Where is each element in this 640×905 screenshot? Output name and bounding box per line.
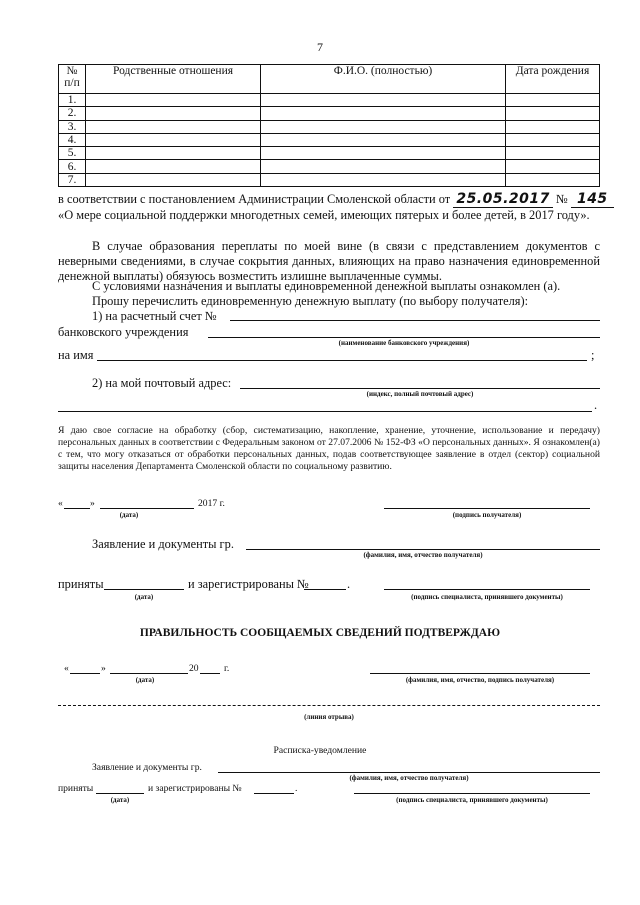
day-field[interactable] — [64, 508, 90, 509]
specialist-signature-field[interactable] — [384, 589, 590, 590]
registration-number-field[interactable] — [304, 589, 346, 590]
relation-cell[interactable] — [86, 133, 261, 146]
year2-prefix: 20 — [189, 663, 199, 674]
decree-number-handwritten: 145 — [571, 191, 614, 208]
birthdate-cell[interactable] — [506, 147, 600, 160]
birthdate-cell[interactable] — [506, 160, 600, 173]
date2-open-quote: « — [64, 663, 69, 674]
col-fio-header: Ф.И.О. (полностью) — [261, 65, 506, 94]
date2-close-quote: » — [101, 663, 106, 674]
year2-field[interactable] — [200, 673, 220, 674]
receipt-documents-label: Заявление и документы гр. — [92, 762, 202, 773]
recipient-signature-field[interactable] — [384, 508, 590, 509]
col-number-header: № п/п — [59, 65, 86, 94]
account-number-field[interactable] — [230, 320, 600, 321]
registered-dot: . — [347, 577, 351, 591]
documents-label: Заявление и документы гр. — [92, 537, 234, 551]
receipt-fio-field[interactable] — [218, 772, 600, 773]
receipt-dot: . — [295, 783, 298, 794]
date2-caption: (дата) — [135, 676, 155, 684]
row-number: 7. — [59, 173, 86, 186]
option1-label: 1) на расчетный счет № — [92, 309, 217, 323]
receipt-specialist-caption: (подпись специалиста, принявшего документы) — [396, 796, 548, 804]
bank-name-field[interactable] — [208, 337, 600, 338]
date-open-quote: « — [58, 498, 63, 509]
table-row — [59, 160, 600, 173]
decree-number-label: № — [556, 192, 568, 206]
table-header-row — [59, 65, 600, 94]
receipt-title: Расписка-уведомление — [273, 745, 367, 756]
decree-text: в соответствии с постановлением Администрации Смоленской области от — [58, 192, 451, 206]
fio-cell[interactable] — [261, 173, 506, 186]
receipt-fio-caption: (фамилия, имя, отчество получателя) — [349, 774, 469, 782]
relation-cell[interactable] — [86, 173, 261, 186]
cut-line — [58, 705, 600, 706]
table-row — [59, 107, 600, 120]
fio-cell[interactable] — [261, 160, 506, 173]
confirm-heading: ПРАВИЛЬНОСТЬ СООБЩАЕМЫХ СВЕДЕНИЙ ПОДТВЕРЖДАЮ — [139, 627, 501, 639]
acquainted-text: С условиями назначения и выплаты единовременной денежной выплаты ознакомлен (а). — [92, 279, 561, 293]
relatives-table — [58, 64, 600, 187]
table-row — [59, 147, 600, 160]
birthdate-cell[interactable] — [506, 107, 600, 120]
specialist-caption: (подпись специалиста, принявшего документы) — [411, 593, 563, 601]
year2-suffix: г. — [224, 663, 230, 674]
semicolon: ; — [591, 348, 595, 362]
col-relation-header: Родственные отношения — [86, 65, 261, 94]
table-row — [59, 120, 600, 133]
row-number: 6. — [59, 160, 86, 173]
date-caption: (дата) — [119, 511, 139, 519]
request-text: Прошу перечислить единовременную денежную выплату (по выбору получателя): — [92, 294, 529, 308]
fio-cell[interactable] — [261, 94, 506, 107]
name-label: на имя — [58, 348, 94, 362]
postal-address-field[interactable] — [240, 388, 600, 389]
relation-cell[interactable] — [86, 94, 261, 107]
row-number: 1. — [59, 94, 86, 107]
relation-cell[interactable] — [86, 160, 261, 173]
bank-label: банковского учреждения — [58, 325, 189, 339]
option2-label: 2) на мой почтовый адрес: — [92, 376, 232, 390]
accepted-date-caption: (дата) — [134, 593, 154, 601]
receipt-date-field[interactable] — [96, 793, 144, 794]
receipt-registered-label: и зарегистрированы № — [148, 783, 242, 794]
birthdate-cell[interactable] — [506, 120, 600, 133]
receipt-number-field[interactable] — [254, 793, 294, 794]
address-caption: (индекс, полный почтовый адрес) — [366, 390, 474, 398]
postal-address-field-2[interactable] — [58, 411, 592, 412]
birthdate-cell[interactable] — [506, 173, 600, 186]
fio-cell[interactable] — [261, 120, 506, 133]
birthdate-cell[interactable] — [506, 94, 600, 107]
birthdate-cell[interactable] — [506, 133, 600, 146]
signature-caption: (подпись получателя) — [452, 511, 522, 519]
decree-line — [58, 192, 614, 207]
year-label: 2017 г. — [198, 498, 225, 509]
registered-label: и зарегистрированы № — [188, 577, 309, 591]
fio-cell[interactable] — [261, 107, 506, 120]
consent-paragraph: Я даю свое согласие на обработку (сбор, систематизацию, накопление, хранение, уточнение, использование и передачу) персональных данных в соответствии с Федеральным законом от 27.07.2006 № 152-ФЗ «О персональных данных». Я ознакомлен(а) с тем, что могу отказаться от обработки персональных данных, подав соответствующее заявление в отдел (сектор) социальной защиты населения Департамента Смоленской области по социальному развитию. — [58, 425, 600, 472]
receipt-specialist-field[interactable] — [354, 793, 590, 794]
accepted-label: приняты — [58, 577, 104, 591]
accepted-date-field[interactable] — [104, 589, 184, 590]
table-row — [59, 133, 600, 146]
documents-fio-field[interactable] — [246, 549, 600, 550]
documents-fio-caption: (фамилия, имя, отчество получателя) — [363, 551, 483, 559]
fio-signature-caption: (фамилия, имя, отчество, подпись получателя) — [405, 676, 555, 684]
receipt-accepted-label: приняты — [58, 783, 94, 794]
table-row — [59, 173, 600, 186]
fio-cell[interactable] — [261, 133, 506, 146]
cut-caption: (линия отрыва) — [304, 713, 354, 721]
overpayment-paragraph: В случае образования переплаты по моей вине (в связи с представлением документов с неверными сведениями, в случае сокрытия данных, влияющих на право назначения единовременной денежной выплаты) обязуюсь возместить излишне выплаченные суммы. — [58, 239, 600, 283]
row-number: 5. — [59, 147, 86, 160]
receipt-date-caption: (дата) — [110, 796, 130, 804]
table-row — [59, 94, 600, 107]
decree-date-handwritten: 25.05.2017 — [453, 191, 553, 208]
relation-cell[interactable] — [86, 147, 261, 160]
recipient-fio-signature-field[interactable] — [370, 673, 590, 674]
row-number: 4. — [59, 133, 86, 146]
row-number: 3. — [59, 120, 86, 133]
month-field[interactable] — [100, 508, 194, 509]
decree-title: «О мере социальной поддержки многодетных семей, имеющих пятерых и более детей, в 2017 году». — [58, 208, 590, 222]
fio-cell[interactable] — [261, 147, 506, 160]
col-birthdate-header: Дата рождения — [506, 65, 600, 94]
bank-caption: (наименование банковского учреждения) — [338, 339, 470, 347]
row-number: 2. — [59, 107, 86, 120]
date-close-quote: » — [90, 498, 95, 509]
month2-field[interactable] — [110, 673, 188, 674]
period: . — [594, 398, 598, 412]
recipient-name-field[interactable] — [97, 360, 587, 361]
day2-field[interactable] — [70, 673, 100, 674]
page-number: 7 — [317, 40, 323, 54]
relation-cell[interactable] — [86, 107, 261, 120]
relation-cell[interactable] — [86, 120, 261, 133]
